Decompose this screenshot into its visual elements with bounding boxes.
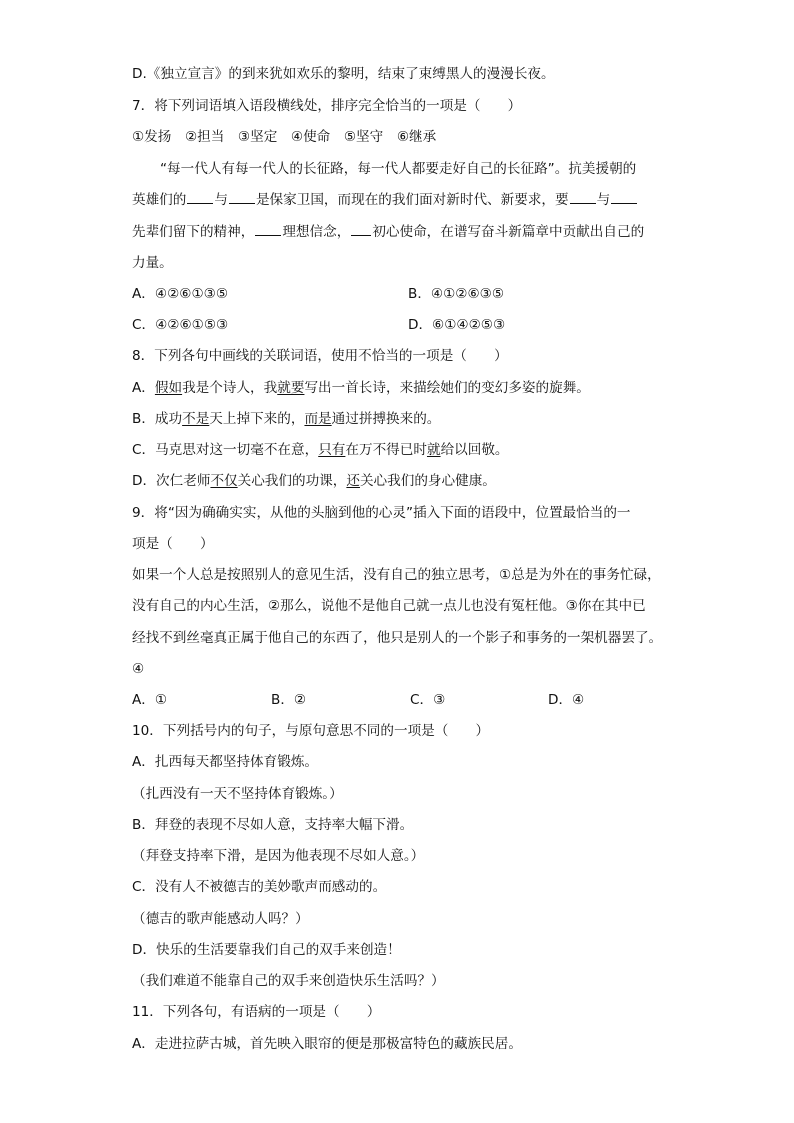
underlined-connective: 不是	[182, 411, 210, 427]
underlined-connective: 不仅	[210, 473, 238, 489]
fill-blank	[187, 190, 213, 204]
q9-passage-line-3: 经找不到丝毫真正属于他自己的东西了，他只是别人的一个影子和事务的一架机器罢了。	[132, 630, 663, 646]
fill-blank	[570, 190, 596, 204]
q8-option-c: C．马克思对这一切毫不在意，只有在万不得已时就给以回敬。	[132, 442, 509, 458]
q7-option-c: C．④②⑥①⑤③	[132, 317, 229, 333]
fill-blank	[351, 222, 371, 236]
q9-stem-line-1: 9．将“因为确确实实，从他的头脑到他的心灵”插入下面的语段中，位置最恰当的一	[132, 505, 631, 521]
q10-option-c: C．没有人不被德吉的美妙歌声而感动的。	[132, 879, 387, 895]
q7-passage-line-3: 先辈们留下的精神， 理想信念， 初心使命，在谱写奋斗新篇章中贡献出自己的	[132, 224, 645, 240]
q7-passage-line-2: 英雄们的 与 是保家卫国，而现在的我们面对新时代、新要求，要 与	[132, 190, 638, 210]
q10-option-b-paraphrase: （拜登支持率下滑，是因为他表现不尽如人意。）	[132, 848, 425, 864]
q11-option-a: A．走进拉萨古城，首先映入眼帘的便是那极富特色的藏族民居。	[132, 1036, 522, 1052]
q11-stem: 11．下列各句，有语病的一项是（ ）	[132, 1004, 381, 1020]
q7-passage-line-4: 力量。	[132, 255, 173, 271]
fill-blank	[611, 190, 637, 204]
q7-option-b: B．④①②⑥③⑤	[408, 286, 505, 302]
underlined-connective: 而是	[304, 411, 332, 427]
underlined-connective: 还	[346, 473, 360, 489]
q10-option-d: D．快乐的生活要靠我们自己的双手来创造！	[132, 942, 401, 958]
fill-blank	[229, 190, 255, 204]
underlined-connective: 就	[426, 442, 441, 458]
q7-stem: 7．将下列词语填入语段横线处，排序完全恰当的一项是（ ）	[132, 98, 522, 114]
q10-option-c-paraphrase: （德吉的歌声能感动人吗？）	[132, 911, 309, 927]
q9-passage-line-2: 没有自己的内心生活，②那么，说他不是他自己就一点儿也没有冤枉他。③你在其中已	[132, 598, 646, 614]
q7-word-list: ①发扬 ②担当 ③坚定 ④使命 ⑤坚守 ⑥继承	[132, 129, 437, 145]
q8-stem: 8．下列各句中画线的关联词语，使用不恰当的一项是（ ）	[132, 348, 508, 364]
q9-passage-line-4: ④	[132, 661, 145, 677]
q10-option-d-paraphrase: （我们难道不能靠自己的双手来创造快乐生活吗？）	[132, 973, 445, 989]
q7-option-d: D．⑥①④②⑤③	[408, 317, 506, 333]
underlined-connective: 只有	[318, 442, 346, 458]
q8-option-d: D．次仁老师不仅关心我们的功课，还关心我们的身心健康。	[132, 473, 496, 489]
q7-option-a: A．④②⑥①③⑤	[132, 286, 229, 302]
q10-stem: 10．下列括号内的句子，与原句意思不同的一项是（ ）	[132, 723, 490, 739]
q9-option-a: A．①	[132, 692, 168, 708]
q10-option-a-paraphrase: （扎西没有一天不坚持体育锻炼。）	[132, 786, 343, 802]
q9-stem-line-2: 项是（ ）	[132, 536, 214, 552]
q10-option-b: B．拜登的表现不尽如人意，支持率大幅下滑。	[132, 817, 414, 833]
q10-option-a: A．扎西每天都坚持体育锻炼。	[132, 754, 319, 770]
underlined-connective: 假如	[154, 380, 183, 396]
q9-option-c: C．③	[410, 692, 446, 708]
q6-option-d: D.《独立宣言》的到来犹如欢乐的黎明，结束了束缚黑人的漫漫长夜。	[132, 66, 555, 82]
q9-option-d: D．④	[548, 692, 585, 708]
fill-blank	[255, 222, 281, 236]
q7-passage-line-1: “每一代人有每一代人的长征路，每一代人都要走好自己的长征路”。抗美援朝的	[160, 161, 637, 177]
q9-passage-line-1: 如果一个人总是按照别人的意见生活，没有自己的独立思考，①总是为外在的事务忙碌，	[132, 567, 661, 583]
q9-option-b: B．②	[271, 692, 307, 708]
q8-option-b: B．成功不是天上掉下来的，而是通过拼搏换来的。	[132, 411, 441, 427]
underlined-connective: 就要	[277, 380, 305, 396]
q8-option-a: A．假如我是个诗人，我就要写出一首长诗，来描绘她们的变幻多姿的旋舞。	[132, 380, 590, 396]
